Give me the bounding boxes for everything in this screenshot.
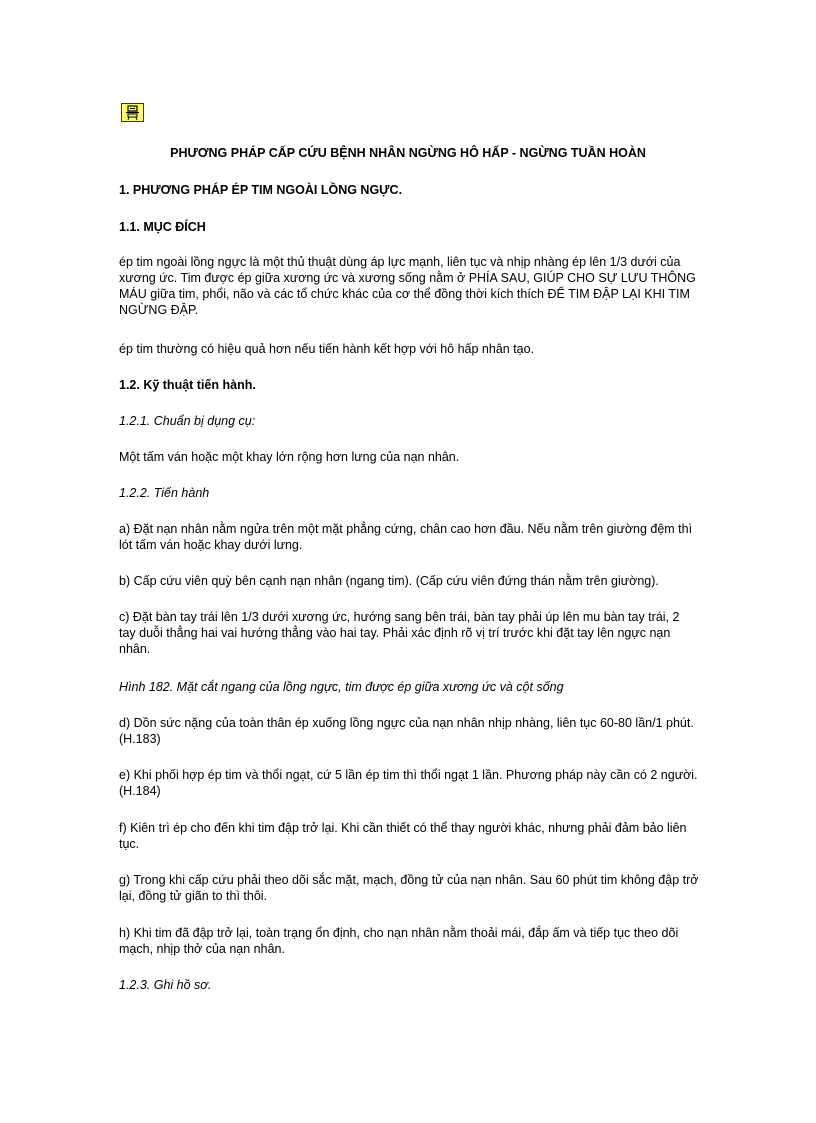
section-heading-1: 1. PHƯƠNG PHÁP ÉP TIM NGOÀI LỒNG NGỰC.: [119, 183, 403, 197]
paragraph-effectiveness: ép tim thường có hiệu quả hơn nếu tiến hành kết hợp với hô hấp nhân tạo.: [119, 342, 535, 356]
page-title: PHƯƠNG PHÁP CẤP CỨU BỆNH NHÂN NGỪNG HÔ HẤP - NGỪNG TUẦN HOÀN: [170, 146, 646, 160]
step-h: h) Khi tim đã đập trở lại, toàn trạng ổn định, cho nạn nhân nằm thoải mái, đắp ấm và tiếp tục theo dõi mạch, nhịp thở của nạn nhân.: [119, 926, 679, 956]
figure-caption: Hình 182. Mặt cắt ngang của lồng ngực, tim được ép giữa xương ức và cột sống: [119, 680, 564, 694]
paragraph-equipment: Một tấm ván hoặc một khay lớn rộng hơn lưng của nạn nhân.: [119, 450, 460, 464]
paragraph-purpose: ép tim ngoài lồng ngực là một thủ thuật dùng áp lực mạnh, liên tục và nhịp nhàng ép lên 1/3 dưới của xương ức. Tim được ép giữa xương ức và xương sống nằm ở PHÍA SAU, GIÚP CHO SỰ LƯU THÔNG MÁU giữa tim, phổi, não và các tổ chức khác của cơ thể đồng thời kích thích ĐỂ TIM ĐẬP LẠI KHI TIM NGỪNG ĐẬP.: [119, 255, 696, 317]
subsection-heading-1-2-1: 1.2.1. Chuẩn bị dụng cụ:: [119, 414, 256, 428]
step-g: g) Trong khi cấp cứu phải theo dõi sắc mặt, mạch, đồng tử của nạn nhân. Sau 60 phút tim không đập trở lại, đồng tử giãn to thì thôi.: [119, 873, 699, 903]
step-e: e) Khi phối hợp ép tim và thổi ngạt, cứ 5 lần ép tim thì thổi ngạt 1 lần. Phương pháp này cần có 2 người. (H.184): [119, 768, 698, 798]
step-d: d) Dồn sức nặng của toàn thân ép xuống lồng ngực của nạn nhân nhịp nhàng, liên tục 60-80 lần/1 phút. (H.183): [119, 716, 694, 746]
document-icon[interactable]: [121, 103, 144, 122]
subsection-heading-1-2-2: 1.2.2. Tiến hành: [119, 486, 210, 500]
section-heading-1-1: 1.1. MỤC ĐÍCH: [119, 220, 206, 234]
step-f: f) Kiên trì ép cho đến khi tim đập trở lại. Khi cần thiết có thể thay người khác, nhưng phải đảm bảo liên tục.: [119, 821, 687, 851]
step-c: c) Đặt bàn tay trái lên 1/3 dưới xương ức, hướng sang bên trái, bàn tay phải úp lên mu bàn tay trái, 2 tay duỗi thẳng hai vai hướng thẳng vào hai tay. Phải xác định rõ vị trí trước khi đặt tay lên ngực nạn nhân.: [119, 610, 680, 656]
step-b: b) Cấp cứu viên quỳ bên cạnh nạn nhân (ngang tim). (Cấp cứu viên đứng thán nằm trên giường).: [119, 574, 659, 588]
section-heading-1-2: 1.2. Kỹ thuật tiến hành.: [119, 378, 256, 392]
subsection-heading-1-2-3: 1.2.3. Ghi hồ sơ.: [119, 978, 212, 992]
step-a: a) Đặt nạn nhân nằm ngửa trên một mặt phẳng cứng, chân cao hơn đầu. Nếu nằm trên giường đệm thì lót tấm ván hoặc khay dưới lưng.: [119, 522, 693, 552]
